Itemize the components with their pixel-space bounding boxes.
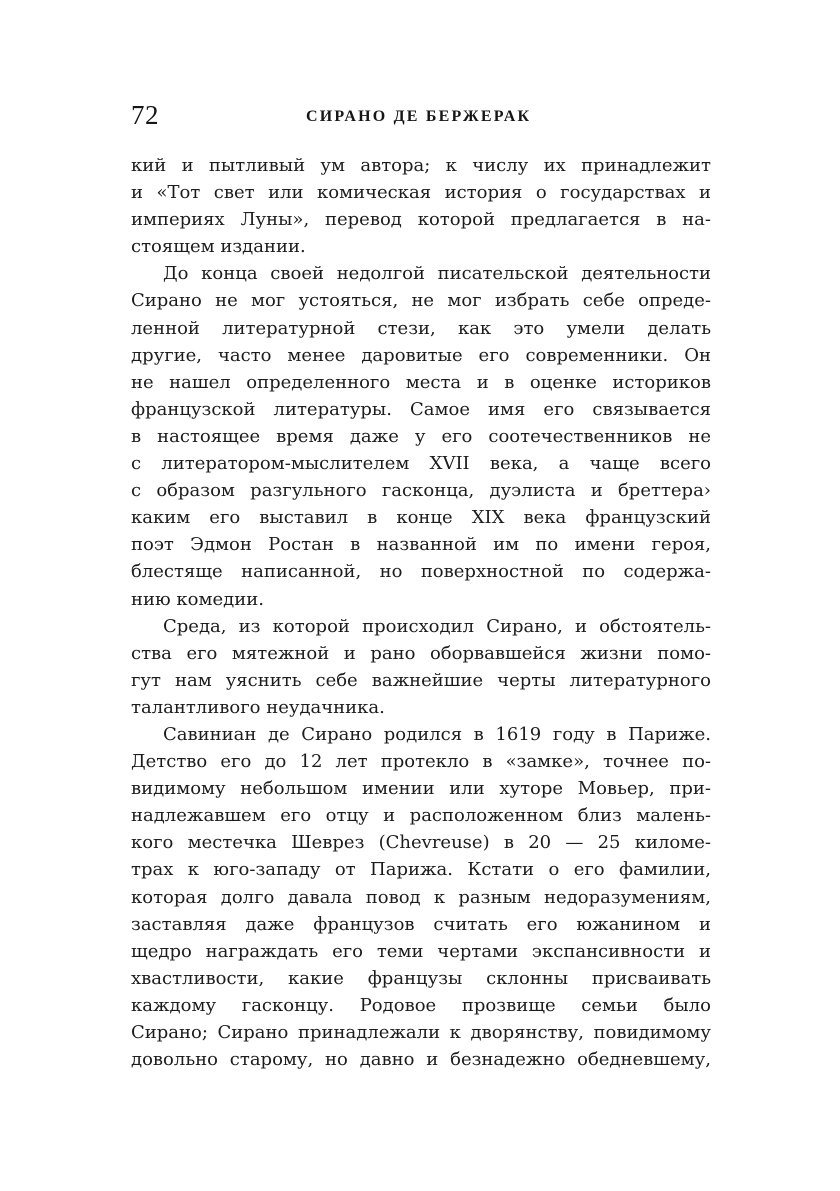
text-line: Детство его до 12 лет протекло в «замке», точнее по- (131, 751, 711, 773)
text-line: Савиниан де Сирано родился в 1619 году в Париже. (163, 723, 711, 745)
text-line: не нашел определенного места и в оценке историков (131, 371, 711, 393)
text-line: Сирано; Сирано принадлежали к дворянству, повидимому (131, 1022, 711, 1043)
text-line: каждому гасконцу. Родовое прозвище семьи было (131, 994, 711, 1016)
text-line: другие, часто менее даровитые его современники. Он (131, 344, 711, 366)
text-line: блестяще написанной, но поверхностной по содержа- (131, 561, 711, 583)
text-line: кий и пытливый ум автора; к числу их принадлежит (131, 155, 711, 176)
text-line: До конца своей недолгой писательской деятельности (163, 263, 711, 285)
text-line: каким его выставил в конце XIX века французский (131, 507, 711, 529)
text-line: которая долго давала повод к разным недоразумениям, (131, 886, 711, 908)
text-line: довольно старому, но давно и безнадежно обедневшему, (131, 1049, 711, 1071)
text-line: ства его мятежной и рано оборвавшейся жизни помо- (131, 642, 711, 664)
text-line: нию комедии. (131, 588, 264, 610)
paragraph-4 (131, 721, 711, 1073)
page-header (131, 100, 711, 132)
text-line: трах к юго-западу от Парижа. Кстати о его фамилии, (131, 859, 711, 881)
text-line: гут нам уяснить себе важнейшие черты литературного (131, 669, 711, 691)
text-line: стоящем издании. (131, 236, 306, 258)
text-line: с образом разгульного гасконца, дуэлиста и бреттера› (131, 480, 711, 502)
text-line: и «Тот свет или комическая история о государствах и (131, 182, 711, 204)
text-line: хвастливости, какие французы склонны присваивать (131, 967, 711, 989)
text-line: Среда, из которой происходил Сирано, и обстоятель- (163, 615, 711, 637)
text-line: видимому небольшом имении или хуторе Мовьер, при- (131, 778, 711, 800)
text-line: французской литературы. Самое имя его связывается (131, 398, 711, 420)
text-line: поэт Эдмон Ростан в названной им по имени героя, (131, 534, 711, 556)
body-text (131, 152, 711, 1073)
text-line: Сирано не мог устояться, не мог избрать себе опреде- (131, 290, 711, 312)
running-title: СИРАНО ДЕ БЕРЖЕРАК (306, 108, 532, 125)
text-line: кого местечка Шеврез (Chevreuse) в 20 — 25 киломе- (131, 832, 711, 854)
text-line: империях Луны», перевод которой предлагается в на- (131, 209, 711, 231)
text-line: щедро награждать его теми чертами экспансивности и (131, 940, 711, 962)
text-line: с литератором-мыслителем XVII века, а чаще всего (131, 453, 711, 475)
page-number: 72 (131, 100, 159, 130)
paragraph-1 (131, 152, 711, 260)
text-line: талантливого неудачника. (131, 696, 385, 718)
text-line: в настоящее время даже у его соотечественников не (131, 425, 711, 447)
paragraph-2 (131, 260, 711, 612)
text-line: надлежавшем его отцу и расположенном близ малень- (131, 805, 711, 827)
text-line: заставляя даже французов считать его южанином и (131, 913, 711, 935)
paragraph-3 (131, 613, 711, 721)
text-line: ленной литературной стези, как это умели делать (131, 317, 711, 339)
